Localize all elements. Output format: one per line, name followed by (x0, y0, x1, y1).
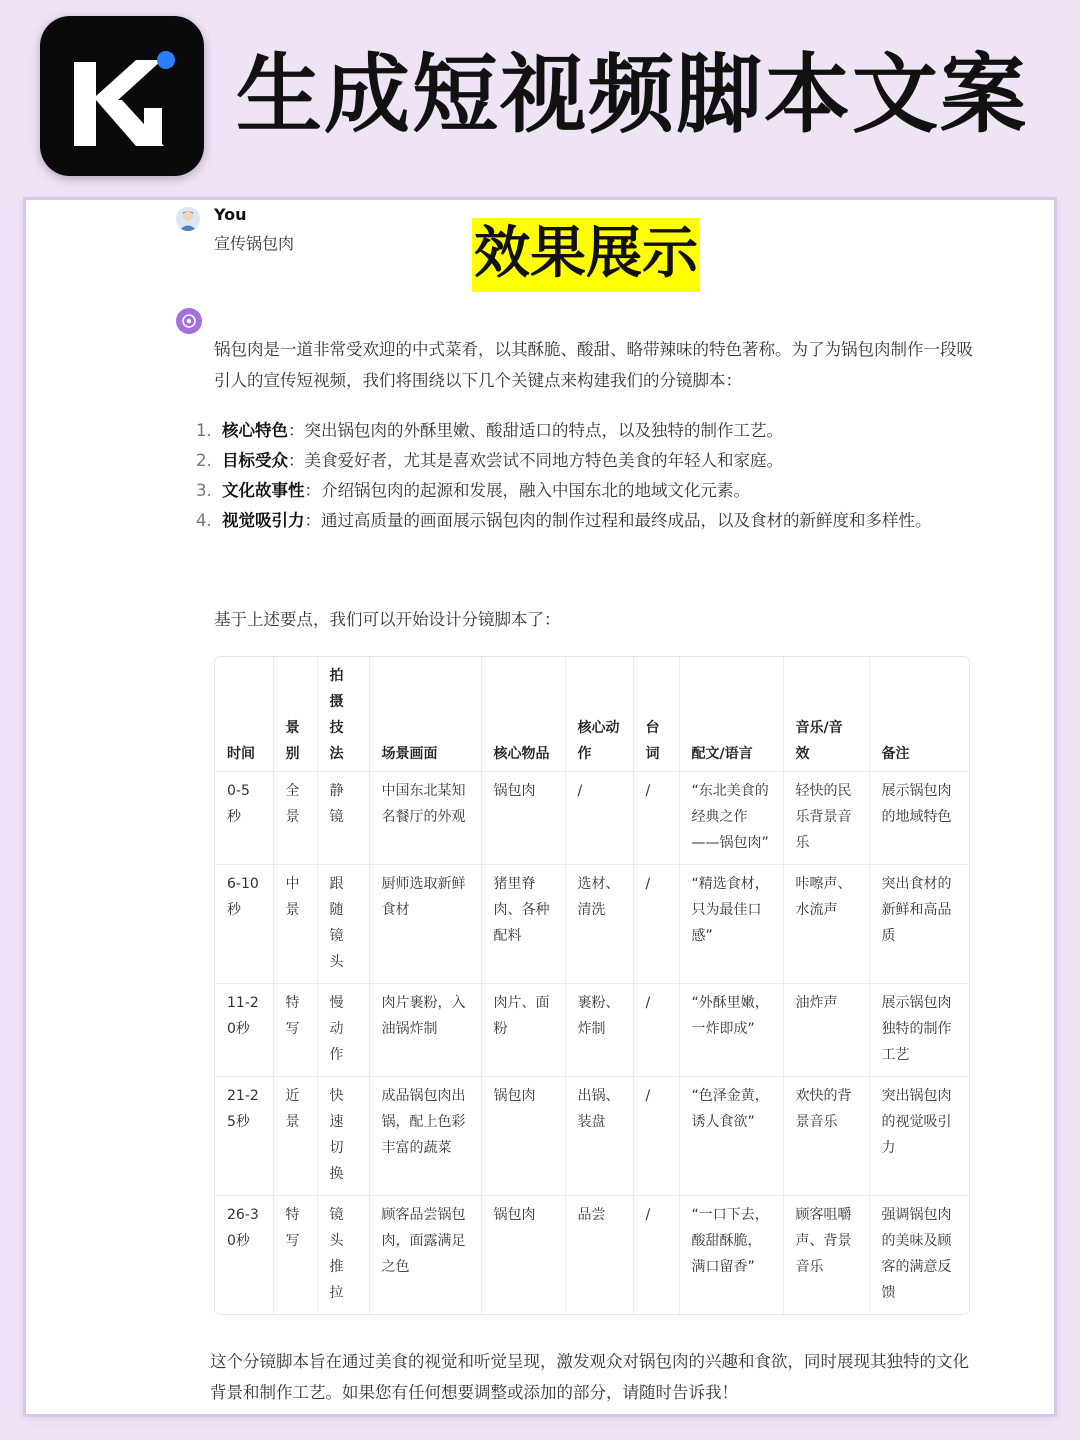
table-row (215, 984, 970, 1077)
table-cell: / (565, 772, 633, 865)
table-cell: 静镜 (317, 772, 369, 865)
table-cell: 锅包肉 (481, 772, 565, 865)
table-cell: 成品锅包肉出锅，配上色彩丰富的蔬菜 (369, 1077, 481, 1196)
table-cell: / (633, 1196, 679, 1315)
table-cell: / (633, 984, 679, 1077)
table-cell: 顾客咀嚼声、背景音乐 (783, 1196, 869, 1315)
table-cell: 裹粉、炸制 (565, 984, 633, 1077)
column-header: 台词 (633, 657, 679, 772)
app-logo (40, 16, 204, 176)
storyboard-table (214, 656, 970, 1315)
table-cell: “色泽金黄，诱人食欲” (679, 1077, 783, 1196)
assistant-logo-icon (176, 308, 202, 334)
table-row (215, 772, 970, 865)
table-cell: 突出食材的新鲜和高品质 (869, 865, 970, 984)
user-avatar (176, 207, 200, 231)
table-cell: 锅包肉 (481, 1077, 565, 1196)
table-cell: 油炸声 (783, 984, 869, 1077)
table-cell: 锅包肉 (481, 1196, 565, 1315)
table-header-row (215, 657, 970, 772)
list-item: 3. 文化故事性：介绍锅包肉的起源和发展，融入中国东北的地域文化元素。 (196, 481, 750, 500)
table-cell: 猪里脊肉、各种配料 (481, 865, 565, 984)
table-cell: 全景 (273, 772, 317, 865)
column-header: 核心动作 (565, 657, 633, 772)
column-header: 时间 (215, 657, 273, 772)
chat-screenshot (26, 200, 1054, 1414)
table-row (215, 1196, 970, 1315)
table-cell: “一口下去，酸甜酥脆，满口留香” (679, 1196, 783, 1315)
table-cell: 突出锅包肉的视觉吸引力 (869, 1077, 970, 1196)
table-cell: 强调锅包肉的美味及顾客的满意反馈 (881, 1207, 952, 1301)
list-item: 1. 核心特色：突出锅包肉的外酥里嫩、酸甜适口的特点，以及独特的制作工艺。 (196, 421, 783, 440)
table-cell: “外酥里嫩，一炸即成” (679, 984, 783, 1077)
table-cell: 展示锅包肉的地域特色 (869, 772, 970, 865)
table-cell: 轻快的民乐背景音乐 (783, 772, 869, 865)
column-header: 备注 (869, 657, 970, 772)
page-title: 生成短视频脚本文案 (236, 45, 1028, 145)
table-cell: 中景 (273, 865, 317, 984)
k-logo-icon (40, 16, 204, 176)
list-item: 2. 目标受众：美食爱好者，尤其是喜欢尝试不同地方特色美食的年轻人和家庭。 (196, 451, 783, 470)
table-cell: 品尝 (565, 1196, 633, 1315)
table-cell: 近景 (273, 1077, 317, 1196)
table-cell: 展示锅包肉独特的制作工艺 (869, 984, 970, 1077)
table-row (215, 1077, 970, 1196)
table-cell: 厨师选取新鲜食材 (369, 865, 481, 984)
table-cell: 慢动作 (317, 984, 369, 1077)
list-item: 4. 视觉吸引力：通过高质量的画面展示锅包肉的制作过程和最终成品，以及食材的新鲜度和多样性。 (196, 511, 932, 530)
column-header: 景别 (273, 657, 317, 772)
table-cell: “东北美食的经典之作——锅包肉” (679, 772, 783, 865)
assistant-intro: 锅包肉是一道非常受欢迎的中式菜肴，以其酥脆、酸甜、略带辣味的特色著称。为了为锅包肉制作一段吸引人的宣传短视频，我们将围绕以下几个关键点来构建我们的分镜脚本： (214, 340, 973, 390)
assistant-avatar (176, 308, 202, 334)
table-cell: 跟随镜头 (317, 865, 369, 984)
column-header: 配文/语言 (679, 657, 783, 772)
table-cell: 欢快的背景音乐 (783, 1077, 869, 1196)
table-cell: “精选食材，只为最佳口感” (679, 865, 783, 984)
table-cell: 11-20秒 (215, 984, 273, 1077)
user-avatar-icon (176, 207, 200, 231)
column-header: 核心物品 (481, 657, 565, 772)
table-cell: 特写 (273, 984, 317, 1077)
column-header: 拍摄技法 (317, 657, 369, 772)
assistant-outro: 这个分镜脚本旨在通过美食的视觉和听觉呈现，激发观众对锅包肉的兴趣和食欲，同时展现其独特的文化背景和制作工艺。如果您有任何想要调整或添加的部分，请随时告诉我！ (210, 1352, 969, 1402)
table-cell: 中国东北某知名餐厅的外观 (369, 772, 481, 865)
table-cell: / (633, 772, 679, 865)
column-header: 场景画面 (369, 657, 481, 772)
table-cell: 肉片、面粉 (481, 984, 565, 1077)
table-cell: 顾客品尝锅包肉，面露满足之色 (369, 1196, 481, 1315)
table-cell: 6-10秒 (215, 865, 273, 984)
table-cell: 肉片裹粉，入油锅炸制 (369, 984, 481, 1077)
table-cell: / (633, 1077, 679, 1196)
table-cell: 镜头推拉 (317, 1196, 369, 1315)
table-cell: 特写 (273, 1196, 317, 1315)
table-cell: 快速切换 (317, 1077, 369, 1196)
table-cell: 26-30秒 (215, 1196, 273, 1315)
table-cell: 21-25秒 (215, 1077, 273, 1196)
table-cell: 出锅、装盘 (565, 1077, 633, 1196)
user-name: You (214, 205, 247, 224)
table-lead-text: 基于上述要点，我们可以开始设计分镜脚本了： (214, 610, 561, 629)
effect-badge: 效果展示 (472, 218, 700, 292)
table-cell: 选材、清洗 (565, 865, 633, 984)
key-points-list (196, 416, 976, 536)
table-cell: / (633, 865, 679, 984)
table-row (215, 865, 970, 984)
column-header: 音乐/音效 (783, 657, 869, 772)
user-message: 宣传锅包肉 (214, 234, 295, 253)
table-cell: 咔嚓声、水流声 (783, 865, 869, 984)
table-cell: 0-5秒 (215, 772, 273, 865)
